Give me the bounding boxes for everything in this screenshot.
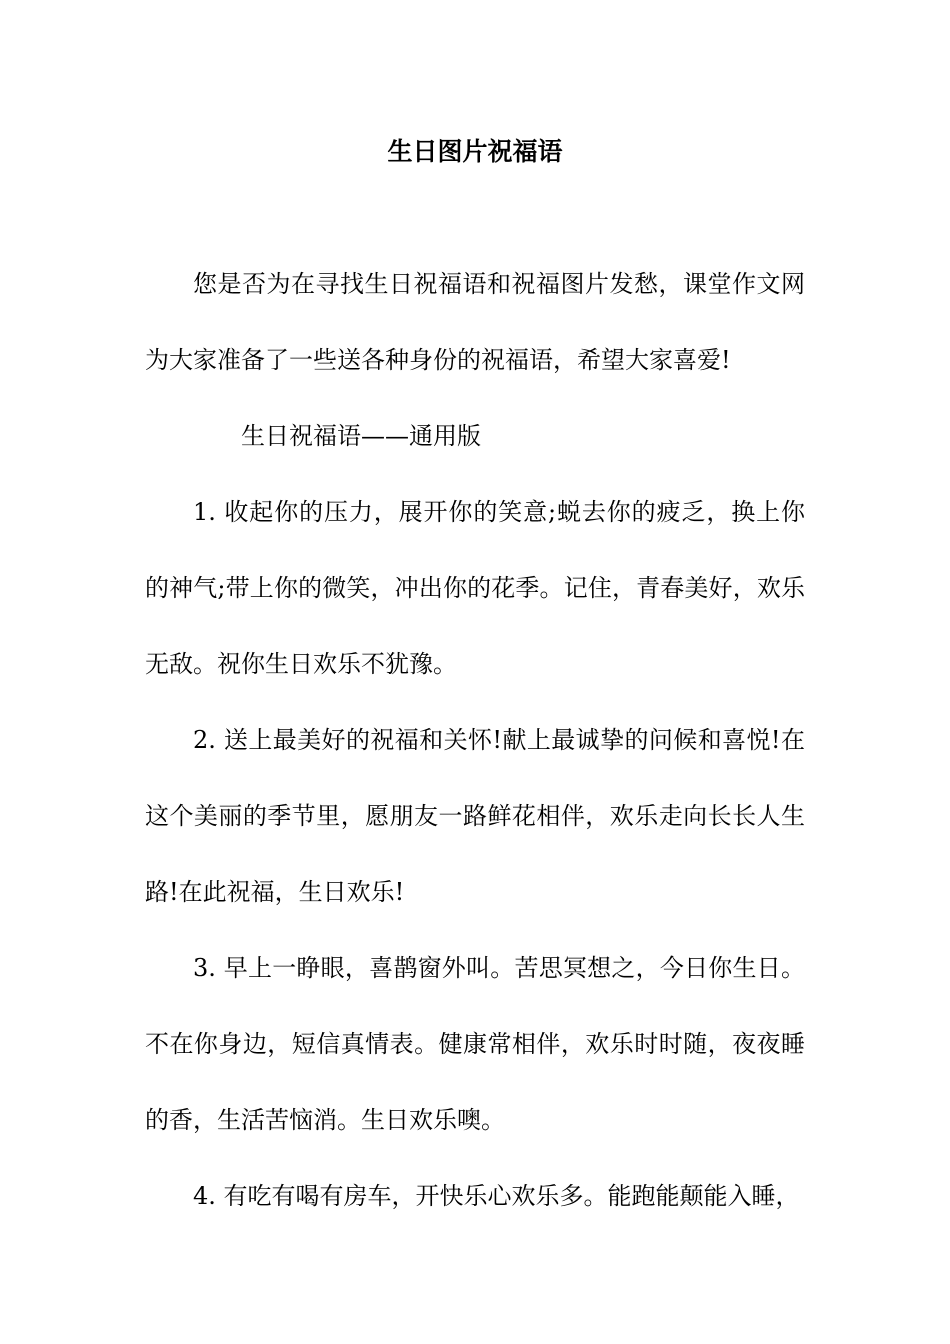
wish-item-2: 2. 送上最美好的祝福和关怀!献上最诚挚的问候和喜悦!在这个美丽的季节里，愿朋友一路鲜花相伴，欢乐走向长长人生路!在此祝福，生日欢乐! bbox=[145, 726, 805, 906]
intro-paragraph: 您是否为在寻找生日祝福语和祝福图片发愁，课堂作文网为大家准备了一些送各种身份的祝福语，希望大家喜爱! bbox=[145, 270, 805, 374]
wish-item-3: 3. 早上一睁眼，喜鹊窗外叫。苦思冥想之，今日你生日。不在你身边，短信真情表。健康常相伴，欢乐时时随，夜夜睡的香，生活苦恼消。生日欢乐噢。 bbox=[145, 954, 805, 1134]
document-body bbox=[145, 246, 805, 1234]
section-heading: 生日祝福语——通用版 bbox=[241, 422, 481, 450]
wish-item-1: 1. 收起你的压力，展开你的笑意;蜕去你的疲乏，换上你的神气;带上你的微笑，冲出你的花季。记住，青春美好，欢乐无敌。祝你生日欢乐不犹豫。 bbox=[145, 498, 805, 678]
document-title: 生日图片祝福语 bbox=[387, 137, 563, 166]
wish-item-4: 4. 有吃有喝有房车，开快乐心欢乐多。能跑能颠能入睡， bbox=[193, 1182, 800, 1210]
